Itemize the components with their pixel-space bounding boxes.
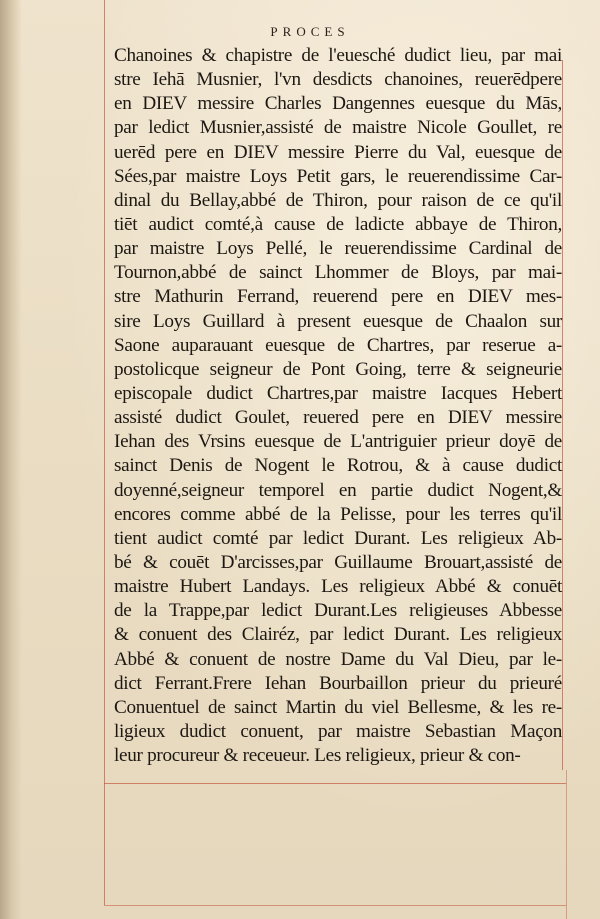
- text-line: sire Loys Guillard à present euesque de Chaalon sur: [114, 310, 562, 332]
- text-line: sainct Denis de Nogent le Rotrou, & à cause dudict: [114, 455, 562, 477]
- right-margin-rule-lower: [566, 770, 567, 919]
- left-margin-rule: [104, 0, 105, 905]
- text-line: encores comme abbé de la Pelisse, pour les terres qu'il: [114, 503, 562, 525]
- bottom-text-rule: [104, 783, 566, 784]
- text-line: Tournon,abbé de sainct Lhommer de Bloys, par mai-: [114, 262, 562, 284]
- text-line: stre Iehā Musnier, l'vn desdicts chanoines, reuerēdpere: [114, 69, 562, 91]
- text-line: stre Mathurin Ferrand, reuerend pere en DIEV mes-: [114, 286, 562, 308]
- text-line: dict Ferrant.Frere Iehan Bourbaillon prieur du prieuré: [114, 672, 562, 694]
- text-line: leur procureur & receueur. Les religieux, prieur & con-: [114, 745, 521, 767]
- text-line: dinal du Bellay,abbé de Thiron, pour raison de ce qu'il: [114, 189, 562, 211]
- text-line: uerēd pere en DIEV messire Pierre du Val, euesque de: [114, 141, 562, 163]
- text-line: assisté dudict Goulet, reuered pere en DIEV messire: [114, 407, 562, 429]
- text-line: Sées,par maistre Loys Petit gars, le reuerendissime Car-: [114, 165, 562, 187]
- text-line: episcopale dudict Chartres,par maistre Iacques Hebert: [114, 382, 562, 404]
- binding-gutter: [0, 0, 22, 919]
- text-line: de la Trappe,par ledict Durant.Les religieuses Abbesse: [114, 600, 562, 622]
- text-line: Iehan des Vrsins euesque de L'antriguier prieur doyē de: [114, 431, 562, 453]
- text-line: bé & couēt D'arcisses,par Guillaume Brouart,assisté de: [114, 551, 562, 573]
- text-line: ligieux dudict conuent, par maistre Sebastian Maçon: [114, 720, 562, 742]
- text-line: Abbé & conuent de nostre Dame du Val Dieu, par le-: [114, 648, 562, 670]
- text-line: maistre Hubert Landays. Les religieux Abbé & conuēt: [114, 576, 562, 598]
- running-head: PROCES: [270, 24, 350, 39]
- text-line: par maistre Loys Pellé, le reuerendissime Cardinal de: [114, 238, 562, 260]
- text-line: tient audict comté par ledict Durant. Les religieux Ab-: [114, 527, 562, 549]
- text-line: doyenné,seigneur temporel en partie dudict Nogent,&: [114, 479, 562, 501]
- text-line: Saone auparauant euesque de Chartres, par reserue a-: [114, 334, 562, 356]
- text-line: en DIEV messire Charles Dangennes euesque du Mās,: [114, 93, 562, 115]
- text-line: tiēt audict comté,à cause de ladicte abbaye de Thiron,: [114, 213, 562, 235]
- text-line: par ledict Musnier,assisté de maistre Nicole Goullet, re: [114, 117, 562, 139]
- text-line: postolicque seigneur de Pont Going, terre & seigneurie: [114, 358, 562, 380]
- text-line: & conuent des Clairéz, par ledict Durant. Les religieux: [114, 624, 562, 646]
- bottom-page-rule: [104, 905, 566, 906]
- body-text: [114, 44, 562, 768]
- text-line: Conuentuel de sainct Martin du viel Bellesme, & les re-: [114, 696, 562, 718]
- right-margin-rule: [562, 60, 563, 770]
- text-line: Chanoines & chapistre de l'euesché dudict lieu, par mai: [114, 45, 562, 66]
